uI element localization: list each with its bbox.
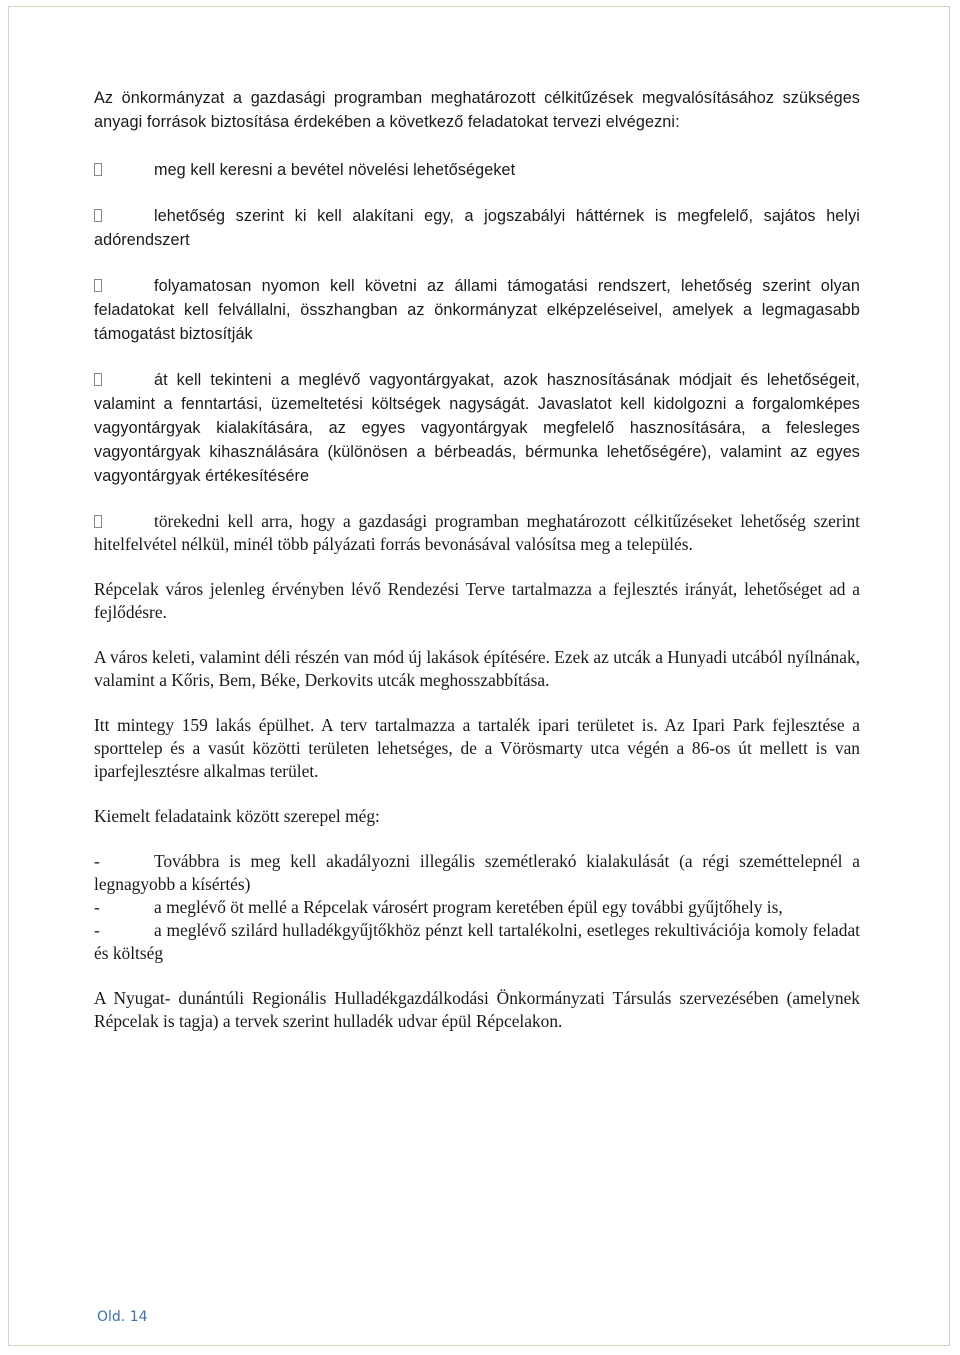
document-body (94, 86, 860, 1033)
paragraph-ipari-park: Itt mintegy 159 lakás épülhet. A terv tartalmazza a tartalék ipari területet is. Az Ipari Park fejlesztése a sporttelep és a vasút közötti területen lehetséges, de a Vörösmarty utca végén a 86-os út mellett is van iparfejlesztésre alkalmas terület. (94, 715, 860, 781)
dash-text: a meglévő szilárd hulladékgyűjtőkhöz pénzt kell tartalékolni, esetleges rekultivációja komoly feladat és költség (94, 920, 860, 963)
bullet-icon (94, 274, 154, 298)
bullet-item (94, 158, 860, 182)
dash-marker: - (94, 920, 100, 940)
bullet-item (94, 368, 860, 488)
bullet-item (94, 204, 860, 252)
dash-marker: - (94, 851, 100, 871)
paragraph-lakasok: A város keleti, valamint déli részén van mód új lakások építésére. Ezek az utcák a Hunyadi utcából nyílnának, valamint a Kőris, Bem, Béke, Derkovits utcák meghosszabbítása. (94, 647, 860, 690)
paragraph-rendezesi-terv: Répcelak város jelenleg érvényben lévő Rendezési Terve tartalmazza a fejlesztés irányát, lehetőséget ad a fejlődésre. (94, 579, 860, 622)
bullet-text: folyamatosan nyomon kell követni az állami támogatási rendszert, lehetőség szerint olyan feladatokat kell felvállalni, összhangban az önkormányzat elképzeléseivel, amelyek a legmagasabb támogatást biztosítják (94, 277, 860, 343)
paragraph-kiemelt: Kiemelt feladataink között szerepel még: (94, 806, 380, 826)
dash-item (94, 896, 860, 919)
dash-text: Továbbra is meg kell akadályozni illegális szemétlerakó kialakulását (a régi szeméttelepnél a legnagyobb a kísértés) (94, 851, 860, 894)
dash-marker: - (94, 897, 100, 917)
dash-text: a meglévő öt mellé a Répcelak városért program keretében épül egy további gyűjtőhely is, (154, 897, 783, 917)
bullet-text: át kell tekinteni a meglévő vagyontárgyakat, azok hasznosításának módjait és lehetőségeit, valamint a fenntartási, üzemeltetési költségek nagyságát. Javaslatot kell kidolgozni a forgalomképes vagyontárgyak kialakítására, az egyes vagyontárgyak megfelelő hasznosítására, a felesleges vagyontárgyak kihasználására (különösen a bérbeadás, bérmunka lehetőségére), valamint az egyes vagyontárgyak értékesítésére (94, 371, 860, 485)
intro-paragraph: Az önkormányzat a gazdasági programban meghatározott célkitűzések megvalósításához szükséges anyagi források biztosítása érdekében a következő feladatokat tervezi elvégezni: (94, 89, 860, 131)
dash-item (94, 919, 860, 965)
bullet-icon (94, 204, 154, 228)
bullet-text: meg kell keresni a bevétel növelési lehetőségeket (154, 161, 516, 179)
paragraph-nyugat-dunantuli: A Nyugat- dunántúli Regionális Hulladékgazdálkodási Önkormányzati Társulás szervezésében (amelynek Répcelak is tagja) a tervek szerint hulladék udvar épül Répcelakon. (94, 988, 860, 1031)
bullet-icon (94, 158, 154, 182)
bullet-icon (94, 510, 154, 533)
bullet-text: törekedni kell arra, hogy a gazdasági programban meghatározott célkitűzéseket lehetőség szerint hitelfelvétel nélkül, minél több pályázati forrás bevonásával valósítsa meg a település. (94, 511, 860, 554)
bullet-text: lehetőség szerint ki kell alakítani egy, a jogszabályi háttérnek is megfelelő, sajátos helyi adórendszert (94, 207, 860, 249)
bullet-item (94, 510, 860, 556)
bullet-item (94, 274, 860, 346)
bullet-icon (94, 368, 154, 392)
page-number: Old. 14 (97, 1309, 148, 1325)
dash-item (94, 850, 860, 896)
